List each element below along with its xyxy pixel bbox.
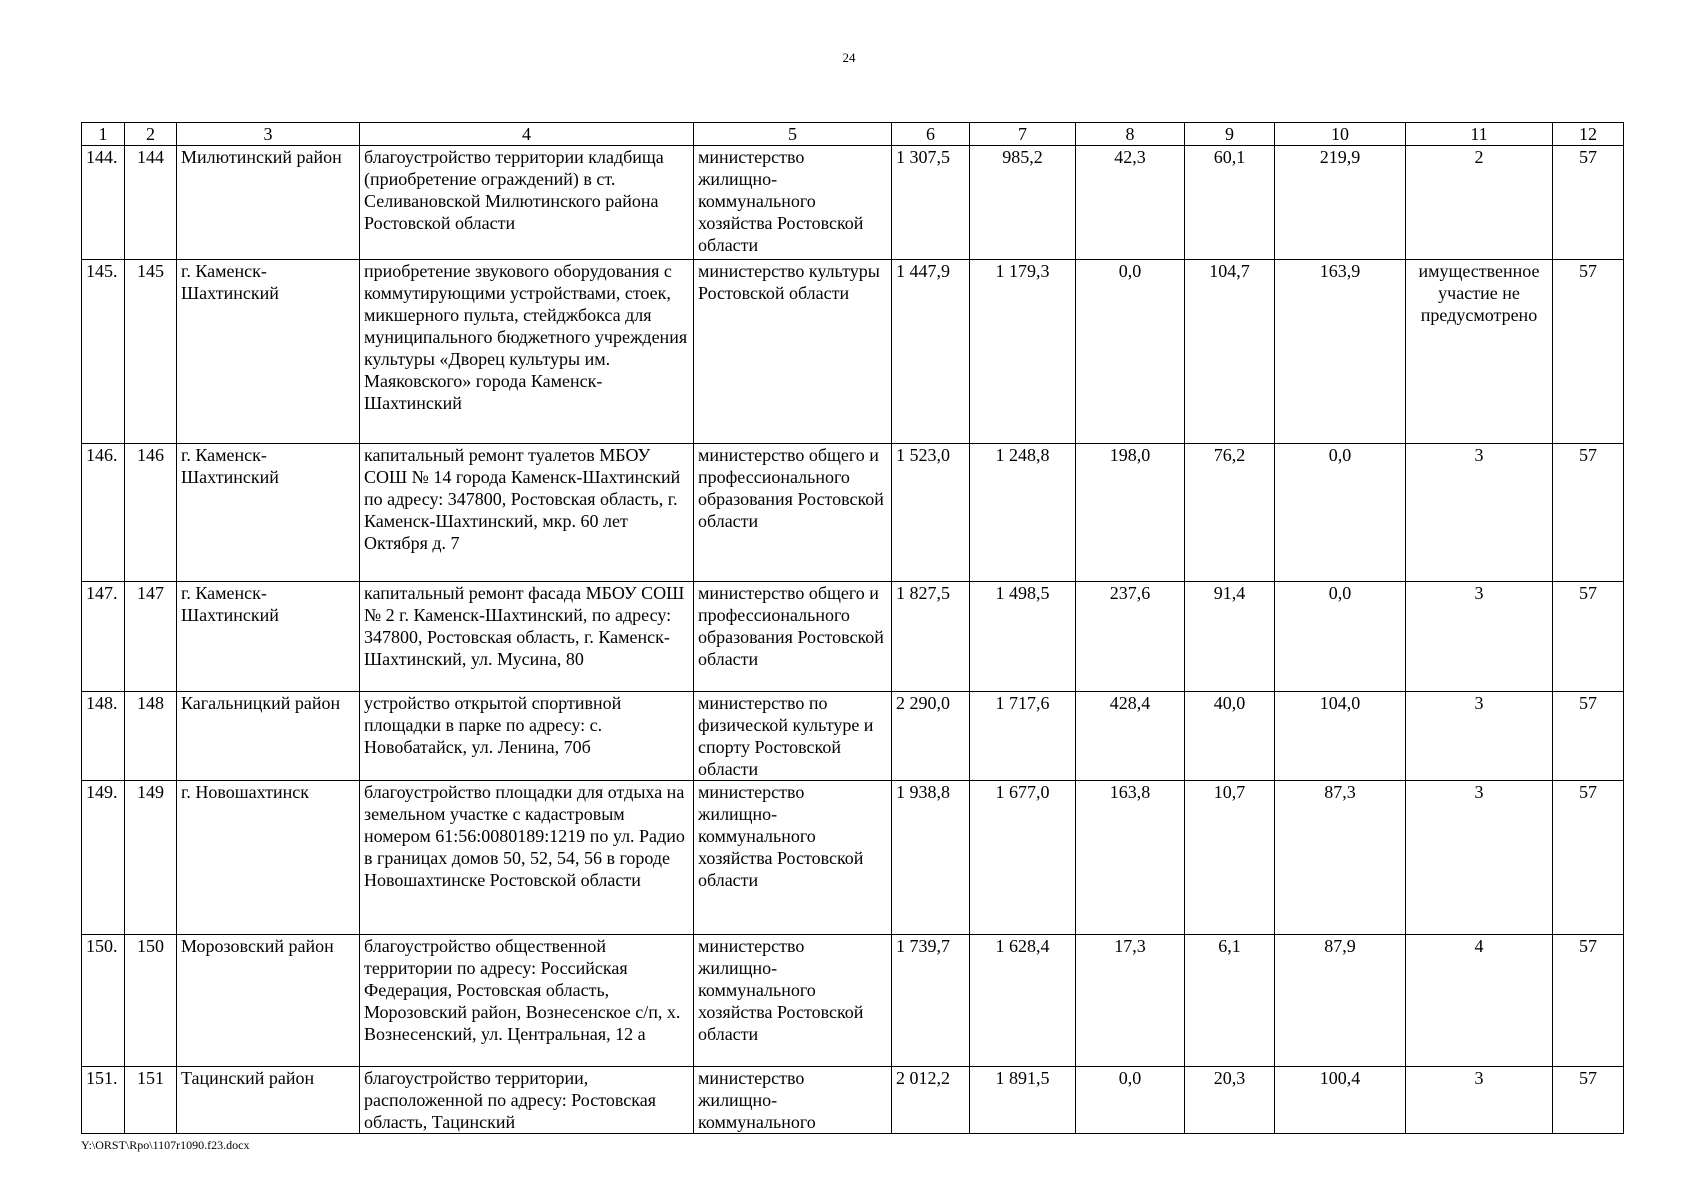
value-col-10: 100,4 — [1275, 1067, 1406, 1134]
row-number: 148 — [125, 692, 177, 781]
ministry: министерство жилищно-коммунального хозяйства Ростовской области — [694, 935, 892, 1067]
header-row — [82, 123, 1624, 146]
value-col-7: 1 891,5 — [970, 1067, 1076, 1134]
value-col-12: 57 — [1553, 692, 1624, 781]
value-col-10: 0,0 — [1275, 444, 1406, 582]
value-col-10: 87,9 — [1275, 935, 1406, 1067]
value-col-8: 237,6 — [1076, 582, 1185, 692]
value-col-10: 219,9 — [1275, 146, 1406, 260]
municipality: г. Каменск-Шахтинский — [177, 444, 360, 582]
value-col-9: 20,3 — [1185, 1067, 1275, 1134]
value-col-10: 163,9 — [1275, 260, 1406, 444]
row-index: 146. — [82, 444, 125, 582]
municipality: Кагальницкий район — [177, 692, 360, 781]
value-col-9: 40,0 — [1185, 692, 1275, 781]
header-cell: 11 — [1406, 123, 1553, 146]
value-col-11: имущественное участие не предусмотрено — [1406, 260, 1553, 444]
row-index: 150. — [82, 935, 125, 1067]
value-col-11: 3 — [1406, 582, 1553, 692]
header-cell: 12 — [1553, 123, 1624, 146]
value-col-7: 985,2 — [970, 146, 1076, 260]
project-description: устройство открытой спортивной площадки в парке по адресу: с. Новобатайск, ул. Ленина, 70б — [360, 692, 694, 781]
value-col-11: 3 — [1406, 1067, 1553, 1134]
header-cell: 5 — [694, 123, 892, 146]
row-index: 151. — [82, 1067, 125, 1134]
value-col-10: 87,3 — [1275, 781, 1406, 935]
value-col-9: 60,1 — [1185, 146, 1275, 260]
project-description: благоустройство общественной территории по адресу: Российская Федерация, Ростовская область, Морозовский район, Вознесенское с/п, х. Вознесенский, ул. Центральная, 12 а — [360, 935, 694, 1067]
value-col-7: 1 248,8 — [970, 444, 1076, 582]
header-cell: 6 — [892, 123, 970, 146]
value-col-12: 57 — [1553, 935, 1624, 1067]
municipality: Милютинский район — [177, 146, 360, 260]
header-cell: 3 — [177, 123, 360, 146]
ministry: министерство общего и профессионального образования Ростовской области — [694, 444, 892, 582]
project-description: благоустройство площадки для отдыха на земельном участке с кадастровым номером 61:56:0080189:1219 по ул. Радио в границах домов 50, 52, 54, 56 в городе Новошахтинске Ростовской области — [360, 781, 694, 935]
value-col-12: 57 — [1553, 260, 1624, 444]
value-col-11: 3 — [1406, 444, 1553, 582]
table-row — [82, 692, 1624, 781]
value-col-6: 1 827,5 — [892, 582, 970, 692]
row-number: 146 — [125, 444, 177, 582]
ministry: министерство по физической культуре и спорту Ростовской области — [694, 692, 892, 781]
value-col-7: 1 717,6 — [970, 692, 1076, 781]
value-col-11: 3 — [1406, 781, 1553, 935]
row-number: 149 — [125, 781, 177, 935]
header-cell: 2 — [125, 123, 177, 146]
value-col-7: 1 498,5 — [970, 582, 1076, 692]
value-col-9: 104,7 — [1185, 260, 1275, 444]
municipality: г. Новошахтинск — [177, 781, 360, 935]
value-col-9: 10,7 — [1185, 781, 1275, 935]
value-col-6: 2 290,0 — [892, 692, 970, 781]
header-cell: 8 — [1076, 123, 1185, 146]
value-col-8: 0,0 — [1076, 1067, 1185, 1134]
row-index: 145. — [82, 260, 125, 444]
municipality: г. Каменск-Шахтинский — [177, 260, 360, 444]
value-col-7: 1 628,4 — [970, 935, 1076, 1067]
value-col-8: 42,3 — [1076, 146, 1185, 260]
value-col-12: 57 — [1553, 444, 1624, 582]
ministry: министерство жилищно-коммунального — [694, 1067, 892, 1134]
municipality: г. Каменск-Шахтинский — [177, 582, 360, 692]
value-col-8: 163,8 — [1076, 781, 1185, 935]
ministry: министерство общего и профессионального образования Ростовской области — [694, 582, 892, 692]
table-row — [82, 260, 1624, 444]
row-number: 147 — [125, 582, 177, 692]
value-col-7: 1 677,0 — [970, 781, 1076, 935]
page-number: 24 — [842, 50, 856, 65]
row-index: 147. — [82, 582, 125, 692]
value-col-12: 57 — [1553, 1067, 1624, 1134]
ministry: министерство жилищно-коммунального хозяйства Ростовской области — [694, 781, 892, 935]
value-col-9: 6,1 — [1185, 935, 1275, 1067]
value-col-12: 57 — [1553, 582, 1624, 692]
project-description: капитальный ремонт фасада МБОУ СОШ № 2 г. Каменск-Шахтинский, по адресу: 347800, Ростовская область, г. Каменск-Шахтинский, ул. Мусина, 80 — [360, 582, 694, 692]
project-description: приобретение звукового оборудования с коммутирующими устройствами, стоек, микшерного пульта, стейджбокса для муниципального бюджетного учреждения культуры «Дворец культуры им. Маяковского» города Каменск-Шахтинский — [360, 260, 694, 444]
value-col-6: 2 012,2 — [892, 1067, 970, 1134]
value-col-10: 104,0 — [1275, 692, 1406, 781]
table-row — [82, 444, 1624, 582]
value-col-10: 0,0 — [1275, 582, 1406, 692]
value-col-12: 57 — [1553, 146, 1624, 260]
row-index: 149. — [82, 781, 125, 935]
value-col-8: 0,0 — [1076, 260, 1185, 444]
row-number: 151 — [125, 1067, 177, 1134]
value-col-9: 76,2 — [1185, 444, 1275, 582]
value-col-9: 91,4 — [1185, 582, 1275, 692]
value-col-12: 57 — [1553, 781, 1624, 935]
data-table — [81, 122, 1624, 1134]
project-description: благоустройство территории кладбища (приобретение ограждений) в ст. Селивановской Милютинского района Ростовской области — [360, 146, 694, 260]
row-number: 144 — [125, 146, 177, 260]
value-col-6: 1 447,9 — [892, 260, 970, 444]
ministry: министерство культуры Ростовской области — [694, 260, 892, 444]
value-col-7: 1 179,3 — [970, 260, 1076, 444]
value-col-11: 4 — [1406, 935, 1553, 1067]
header-cell: 4 — [360, 123, 694, 146]
value-col-8: 428,4 — [1076, 692, 1185, 781]
ministry: министерство жилищно-коммунального хозяйства Ростовской области — [694, 146, 892, 260]
table-row — [82, 781, 1624, 935]
row-number: 150 — [125, 935, 177, 1067]
value-col-8: 17,3 — [1076, 935, 1185, 1067]
footer-file-path: Y:\ORST\Rpo\1107r1090.f23.docx — [81, 1138, 250, 1152]
row-index: 148. — [82, 692, 125, 781]
table-row — [82, 146, 1624, 260]
project-description: капитальный ремонт туалетов МБОУ СОШ № 14 города Каменск-Шахтинский по адресу: 347800, Ростовская область, г. Каменск-Шахтинский, мкр. 60 лет Октября д. 7 — [360, 444, 694, 582]
value-col-6: 1 938,8 — [892, 781, 970, 935]
value-col-6: 1 739,7 — [892, 935, 970, 1067]
table-row — [82, 935, 1624, 1067]
header-cell: 10 — [1275, 123, 1406, 146]
value-col-6: 1 523,0 — [892, 444, 970, 582]
header-cell: 7 — [970, 123, 1076, 146]
value-col-11: 2 — [1406, 146, 1553, 260]
value-col-6: 1 307,5 — [892, 146, 970, 260]
header-cell: 1 — [82, 123, 125, 146]
table-row — [82, 582, 1624, 692]
project-description: благоустройство территории, расположенной по адресу: Ростовская область, Тацинский — [360, 1067, 694, 1134]
value-col-8: 198,0 — [1076, 444, 1185, 582]
row-number: 145 — [125, 260, 177, 444]
table-row — [82, 1067, 1624, 1134]
value-col-11: 3 — [1406, 692, 1553, 781]
header-cell: 9 — [1185, 123, 1275, 146]
municipality: Морозовский район — [177, 935, 360, 1067]
municipality: Тацинский район — [177, 1067, 360, 1134]
row-index: 144. — [82, 146, 125, 260]
